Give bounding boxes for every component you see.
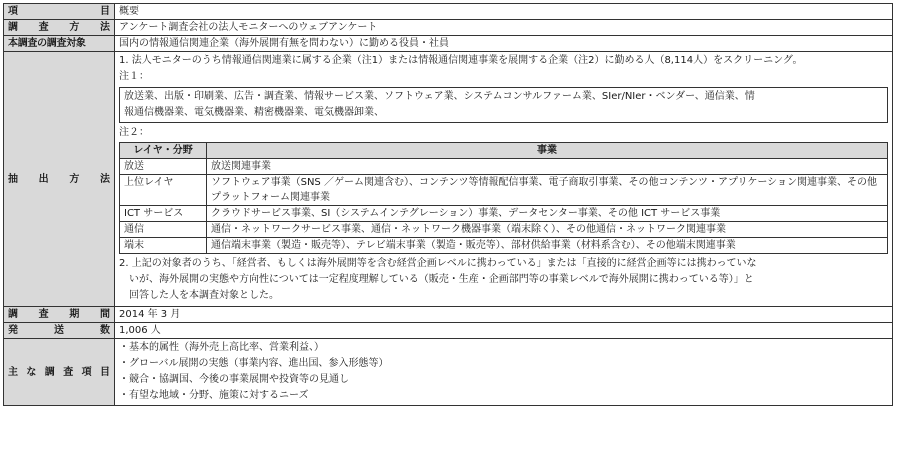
note1-text-b: 報通信機器業、電気機器業、精密機器業、電気機器卸業、 [124,107,384,118]
period-value: 2014 年 3 月 [115,307,893,323]
target-value: 国内の情報通信関連企業（海外展開有無を問わない）に勤める役員・社員 [115,36,893,52]
header-label: 項目 [4,4,115,20]
note2-row [120,238,888,254]
note2-layer: 放送 [120,159,207,175]
row-method [4,20,893,36]
header-value: 概要 [115,4,893,20]
row-period [4,307,893,323]
note2-business: 通信端末事業（製造・販売等）、テレビ端末事業（製造・販売等）、部材供給事業（材料系含む）、その他端末関連事業 [207,238,888,254]
row-header [4,4,893,20]
items-bullet: ・競合・協調国、今後の事業展開や投資等の見通し [119,374,349,385]
note2-business: 放送関連事業 [207,159,888,175]
items-value [115,339,893,406]
sent-value: 1,006 人 [115,323,893,339]
extraction-step2-c: 回答した人を本調査対象とした。 [129,290,279,301]
items-bullet: ・基本的属性（海外売上高比率、営業利益、） [119,342,324,353]
items-bullet: ・有望な地域・分野、施策に対するニーズ [119,390,309,401]
note2-header-row [120,143,888,159]
extraction-step2-b: いが、海外展開の実態や方向性については一定程度理解している（販売・生産・企画部門等の事業レベルで海外展開に携わっている等）」と [129,274,754,285]
note2-head-layer: レイヤ・分野 [120,143,207,159]
note2-head-business: 事業 [207,143,888,159]
items-bullet: ・グローバル展開の実態（事業内容、進出国、参入形態等） [119,358,389,369]
note1-text-a: 放送業、出版・印刷業、広告・調査業、情報サービス業、ソフトウェア業、システムコンサルファーム業、SIer/NIer・ベンダー、通信業、情 [124,91,755,102]
note2-row [120,175,888,206]
sent-label: 発送数 [4,323,115,339]
items-label: 主な調査項目 [4,339,115,406]
note2-layer: ICT サービス [120,206,207,222]
note2-title: 注２： [119,127,149,138]
note2-business: クラウドサービス事業、SI（システムインテグレーション）事業、データセンター事業、その他 ICT サービス事業 [207,206,888,222]
note2-row [120,206,888,222]
overview-table [3,3,893,406]
method-label: 調査方法 [4,20,115,36]
note2-table [119,142,888,254]
note2-layer: 端末 [120,238,207,254]
row-items [4,339,893,406]
method-value: アンケート調査会社の法人モニターへのウェブアンケート [115,20,893,36]
note2-row [120,159,888,175]
note2-row [120,222,888,238]
extraction-label: 抽出方法 [4,52,115,307]
extraction-step2-a: 2. 上記の対象者のうち、「経営者、もしくは海外展開等を含む経営企画レベルに携わっている」または「直接的に経営企画等には携わっていな [119,258,757,269]
note1-title: 注１： [119,71,149,82]
note2-layer: 通信 [120,222,207,238]
extraction-step1: 1. 法人モニターのうち情報通信関連業に属する企業（注1）または情報通信関連事業を展開する企業（注2）に勤める人（8,114人）をスクリーニング。 [119,55,803,66]
note2-layer: 上位レイヤ [120,175,207,206]
row-target [4,36,893,52]
period-label: 調査期間 [4,307,115,323]
note2-business: 通信・ネットワークサービス事業、通信・ネットワーク機器事業（端末除く）、その他通信・ネットワーク関連事業 [207,222,888,238]
row-sent [4,323,893,339]
note2-business: ソフトウェア事業（SNS ／ゲーム関連含む）、コンテンツ等情報配信事業、電子商取引事業、その他コンテンツ・アプリケーション関連事業、その他プラットフォーム関連事業 [207,175,888,206]
row-extraction [4,52,893,307]
extraction-value [115,52,893,307]
survey-overview-table [3,3,893,406]
target-label: 本調査の調査対象 [4,36,115,52]
note1-box [119,87,888,123]
